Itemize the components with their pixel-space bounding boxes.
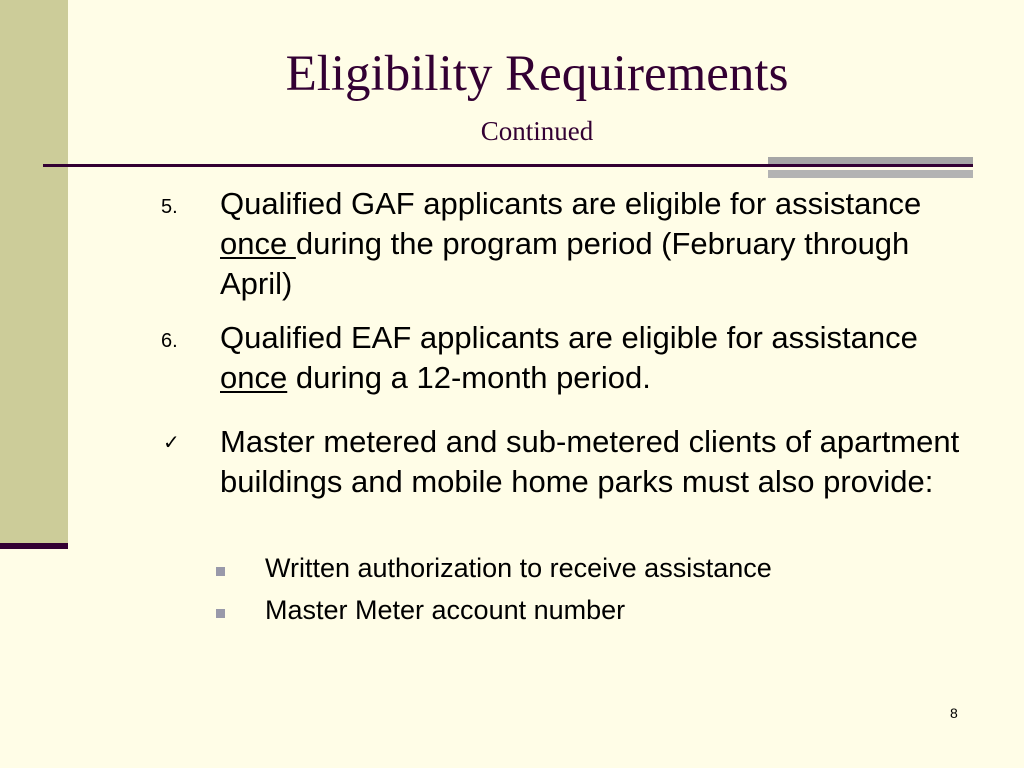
- sub-list-item-text: Master Meter account number: [265, 595, 626, 625]
- list-number: 6.: [161, 330, 178, 352]
- item-text-after: during a 12-month period.: [287, 360, 651, 395]
- item-emphasis: once: [220, 360, 288, 395]
- left-sidebar-band: [0, 0, 68, 547]
- square-bullet-icon: [216, 609, 225, 618]
- slide-subtitle: Continued: [480, 116, 594, 146]
- sub-list-item-text: Written authorization to receive assistance: [265, 553, 772, 583]
- square-bullet-icon: [216, 567, 225, 576]
- item-emphasis: once: [220, 226, 296, 261]
- decorative-bars: [768, 157, 973, 184]
- sidebar-accent-line: [0, 543, 68, 549]
- list-item-text: [220, 184, 960, 304]
- item-text-after: during the program period (February through April): [220, 226, 910, 301]
- list-item-text: Master metered and sub-metered clients of apartment buildings and mobile home parks must also provide:: [220, 424, 960, 499]
- item-text-before: Qualified EAF applicants are eligible for assistance: [220, 320, 918, 355]
- item-text-before: Qualified GAF applicants are eligible for assistance: [220, 186, 922, 221]
- decorative-bar-top: [768, 157, 973, 164]
- page-number: 8: [950, 705, 958, 721]
- slide-title: Eligibility Requirements: [285, 46, 789, 102]
- list-number: 5.: [161, 196, 178, 218]
- decorative-bar-bottom: [768, 170, 973, 178]
- list-item-text: [220, 318, 960, 398]
- checkmark-icon: ✓: [163, 430, 180, 454]
